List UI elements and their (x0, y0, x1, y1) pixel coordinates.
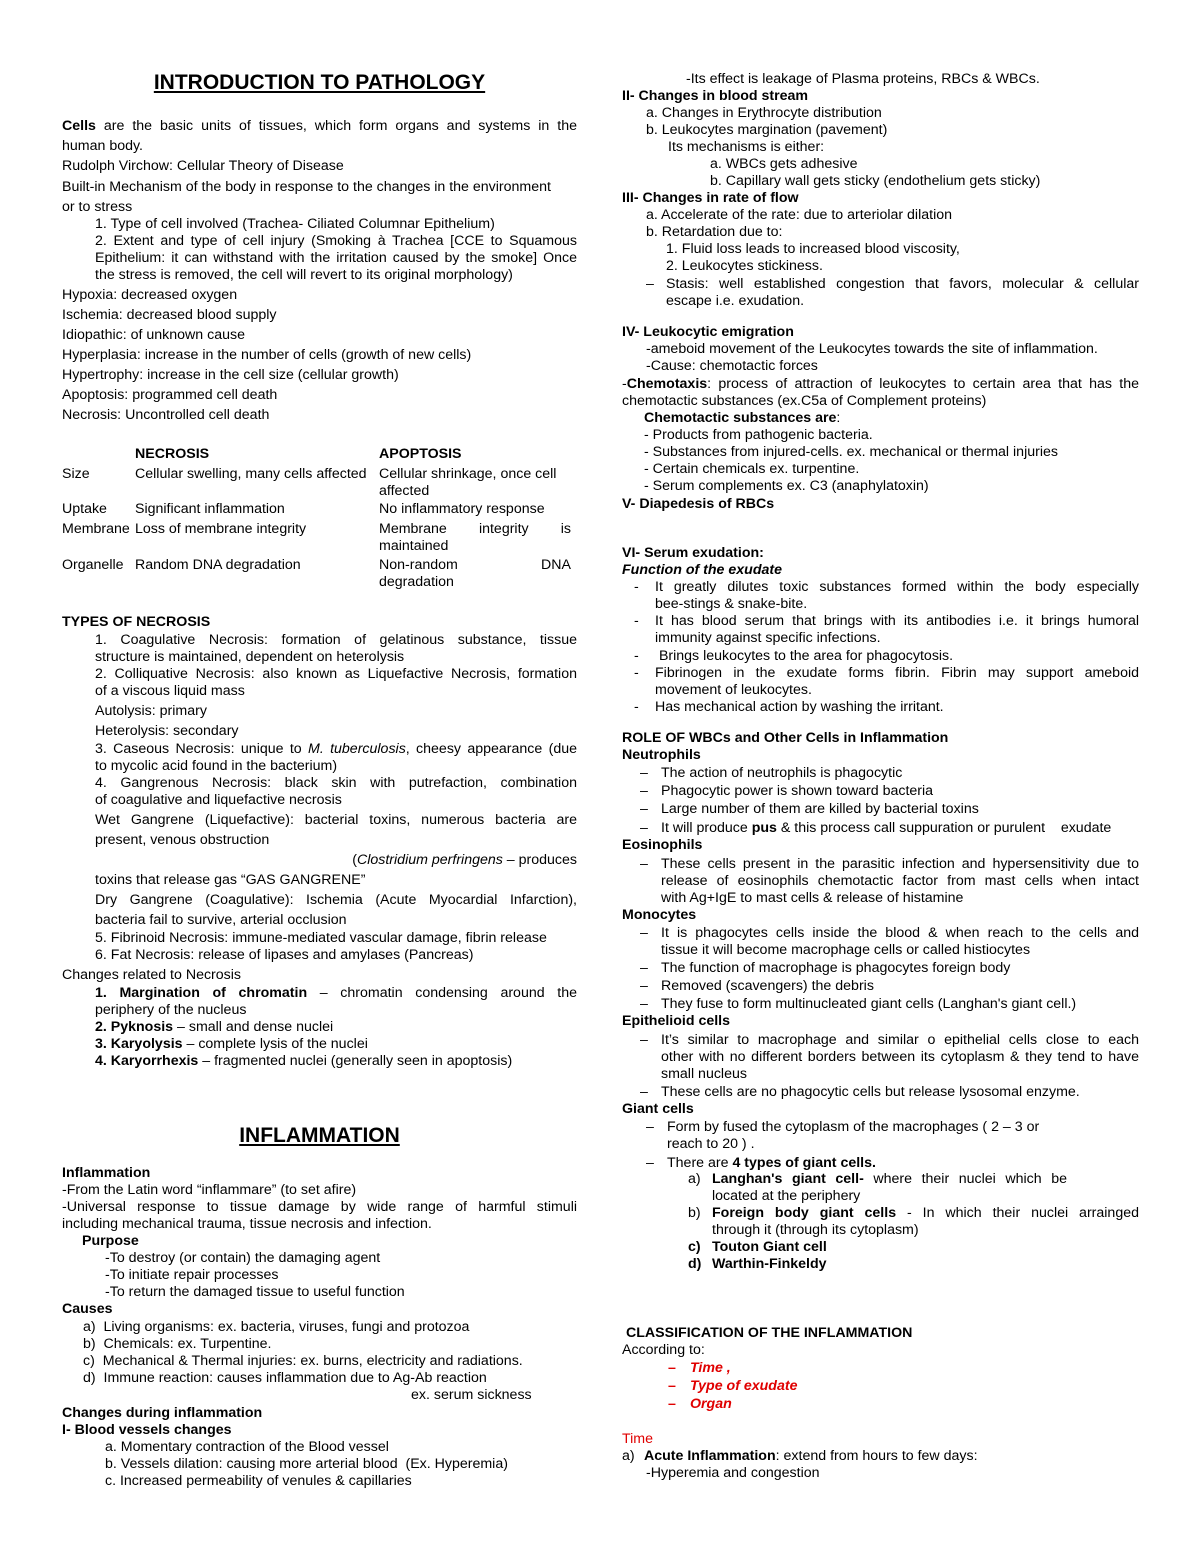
chemotactic-4: - Serum complements ex. C3 (anaphylatoxin) (644, 478, 929, 494)
classification-heading: CLASSIFICATION OF THE INFLAMMATION (626, 1325, 913, 1341)
neutrophil-2: Phagocytic power is shown toward bacteria (661, 783, 934, 799)
monocyte-1-cont: tissue it will become macrophage cells or called histiocytes (661, 942, 1031, 958)
changes-heading: Changes related to Necrosis (62, 967, 242, 983)
rate-b: b. Retardation due to: (646, 224, 783, 240)
table-cell-apoptosis-cont: affected (379, 483, 430, 499)
giant-type-c-marker: c) (688, 1239, 701, 1255)
dash-icon: - (634, 699, 639, 715)
change-1-cont: periphery of the nucleus (95, 1002, 247, 1018)
dash-icon: - (634, 665, 639, 681)
necrosis-type-3: 3. Caseous Necrosis: unique to M. tuberculosis, cheesy appearance (due (95, 741, 577, 757)
rate-b-2: 2. Leukocytes stickiness. (666, 258, 823, 274)
giant-type-b-marker: b) (688, 1205, 701, 1221)
chemotaxis-line: -Chemotaxis: process of attraction of leukocytes to certain area that has the (622, 376, 1139, 392)
heterolysis-line: Heterolysis: secondary (95, 723, 239, 739)
classification-organ: Organ (690, 1396, 732, 1412)
necrosis-type-1-cont: structure is maintained, dependent on heterolysis (95, 649, 405, 665)
causes-heading: Causes (62, 1301, 113, 1317)
dash-icon: – (640, 1084, 648, 1100)
giant-cells-heading: Giant cells (622, 1101, 694, 1117)
necrosis-type-3-cont: to mycolic acid found in the bacterium) (95, 758, 338, 774)
intro-item-1: 1. Type of cell involved (Trachea- Ciliated Columnar Epithelium) (95, 216, 495, 232)
exudate-function-5: Has mechanical action by washing the irritant. (655, 699, 944, 715)
autolysis-line: Autolysis: primary (95, 703, 207, 719)
intro-item-2-cont: Epithelium: it can withstand with the irritation caused by the smoke] Once (95, 250, 577, 266)
dash-icon: – (640, 960, 648, 976)
table-cell-apoptosis: Cellular shrinkage, once cell (379, 466, 557, 482)
latin-line: -From the Latin word “inflammare” (to set afire) (62, 1182, 357, 1198)
cells-line: Cells are the basic units of tissues, which form organs and systems in the (62, 118, 577, 134)
necrosis-type-4-cont: of coagulative and liquefactive necrosis (95, 792, 342, 808)
exudate-function-1: It greatly dilutes toxic substances formed within the body especially (655, 579, 1139, 595)
chemotactic-heading: Chemotactic substances are: (644, 410, 841, 426)
neutrophils-heading: Neutrophils (622, 747, 701, 763)
chemotactic-2: - Substances from injured-cells. ex. mechanical or thermal injuries (644, 444, 1058, 460)
exudate-function-heading: Function of the exudate (622, 562, 783, 578)
giant-type-b-cont: through it (through its cytoplasm) (712, 1222, 919, 1238)
neutrophil-1: The action of neutrophils is phagocytic (661, 765, 903, 781)
term-hypoxia: Hypoxia: decreased oxygen (62, 287, 238, 303)
necrosis-type-6: 6. Fat Necrosis: release of lipases and amylases (Pancreas) (95, 947, 474, 963)
table-row-label: Uptake (62, 501, 107, 517)
term-ischemia: Ischemia: decreased blood supply (62, 307, 277, 323)
acute-marker: a) (622, 1448, 635, 1464)
dash-icon: – (668, 1378, 676, 1394)
eosinophil-1-cont: release of eosinophils chemotactic factor from mast cells when intact (661, 873, 1139, 889)
inflammation-title: INFLAMMATION (239, 1124, 400, 1147)
table-row-label: Membrane (62, 521, 130, 537)
giant-type-a-cont: located at the periphery (712, 1188, 861, 1204)
exudate-function-4: Fibrinogen in the exudate forms fibrin. Fibrin may support ameboid (655, 665, 1139, 681)
epithelioid-2: These cells are no phagocytic cells but release lysosomal enzyme. (661, 1084, 1080, 1100)
giant-1-cont: reach to 20 ) . (667, 1136, 755, 1152)
stasis-line-2: escape i.e. exudation. (666, 293, 805, 309)
giant-type-b: Foreign body giant cells - In which their nuclei arrainged (712, 1205, 1139, 1221)
rate-a: a. Accelerate of the rate: due to arteriolar dilation (646, 207, 953, 223)
mechanism-b: b. Capillary wall gets sticky (endothelium gets sticky) (710, 173, 1041, 189)
term-idiopathic: Idiopathic: of unknown cause (62, 327, 245, 343)
vessel-change-a: a. Momentary contraction of the Blood vessel (105, 1439, 389, 1455)
types-heading: TYPES OF NECROSIS (62, 614, 211, 630)
rate-heading: III- Changes in rate of flow (622, 190, 799, 206)
dash-icon: – (640, 783, 648, 799)
chemotactic-1: - Products from pathogenic bacteria. (644, 427, 873, 443)
table-cell-necrosis: Cellular swelling, many cells affected (135, 466, 367, 482)
blood-stream-a: a. Changes in Erythrocyte distribution (646, 105, 882, 121)
chemotaxis-line-2: chemotactic substances (ex.C5a of Complement proteins) (622, 393, 987, 409)
table-cell-apoptosis: No inflammatory response (379, 501, 545, 517)
dash-icon: – (640, 765, 648, 781)
dash-icon: – (640, 820, 648, 836)
serum-heading: VI- Serum exudation: (622, 545, 764, 561)
chemotactic-3: - Certain chemicals ex. turpentine. (644, 461, 860, 477)
table-cell-necrosis: Loss of membrane integrity (135, 521, 307, 537)
dash-icon: – (646, 1119, 654, 1135)
table-cell-apoptosis: Membrane integrity is (379, 521, 571, 537)
leak-line: -Its effect is leakage of Plasma proteins, RBCs & WBCs. (686, 71, 1040, 87)
clostridium-line-2: toxins that release gas “GAS GANGRENE” (95, 872, 366, 888)
purpose-3: -To return the damaged tissue to useful function (105, 1284, 405, 1300)
necrosis-type-4: 4. Gangrenous Necrosis: black skin with putrefaction, combination (95, 775, 577, 791)
neutrophil-3: Large number of them are killed by bacterial toxins (661, 801, 979, 817)
epithelioid-1: It’s similar to macrophage and similar o epithelial cells close to each (661, 1032, 1139, 1048)
mechanism-a: a. WBCs gets adhesive (710, 156, 858, 172)
dash-icon: – (640, 801, 648, 817)
diapedesis-heading: V- Diapedesis of RBCs (622, 496, 775, 512)
monocyte-4: They fuse to form multinucleated giant cells (Langhan's giant cell.) (661, 996, 1077, 1012)
monocytes-heading: Monocytes (622, 907, 697, 923)
table-cell-necrosis: Significant inflammation (135, 501, 285, 517)
vessel-change-c: c. Increased permeability of venules & capillaries (105, 1473, 412, 1489)
necrosis-type-5: 5. Fibrinoid Necrosis: immune-mediated vascular damage, fibrin release (95, 930, 547, 946)
cause-c: c) Mechanical & Thermal injuries: ex. burns, electricity and radiations. (83, 1353, 523, 1369)
dash-icon: - (634, 648, 639, 664)
giant-type-a: Langhan's giant cell- where their nuclei which be (712, 1171, 1067, 1187)
term-apoptosis: Apoptosis: programmed cell death (62, 387, 278, 403)
dash-icon: - (634, 613, 639, 629)
epithelioid-heading: Epithelioid cells (622, 1013, 731, 1029)
monocyte-1: It is phagocytes cells inside the blood & when reach to the cells and (661, 925, 1139, 941)
virchow-line: Rudolph Virchow: Cellular Theory of Disease (62, 158, 344, 174)
monocyte-3: Removed (scavengers) the debris (661, 978, 874, 994)
cause-a: a) Living organisms: ex. bacteria, viruses, fungi and protozoa (83, 1319, 470, 1335)
table-row-label: Organelle (62, 557, 124, 573)
eosinophil-1-cont-2: with Ag+IgE to mast cells & release of histamine (661, 890, 964, 906)
rate-b-1: 1. Fluid loss leads to increased blood viscosity, (666, 241, 960, 257)
giant-type-d: Warthin-Finkeldy (712, 1256, 827, 1272)
purpose-heading: Purpose (82, 1233, 139, 1249)
changes-during-heading: Changes during inflammation (62, 1405, 263, 1421)
necrosis-type-2: 2. Colliquative Necrosis: also known as Liquefactive Necrosis, formation (95, 666, 577, 682)
giant-type-c: Touton Giant cell (712, 1239, 827, 1255)
wet-gangrene-line: Wet Gangrene (Liquefactive): bacterial toxins, numerous bacteria are (95, 812, 577, 828)
table-cell-apoptosis: Non-random DNA (379, 557, 571, 573)
intro-title: INTRODUCTION TO PATHOLOGY (153, 71, 486, 94)
giant-type-d-marker: d) (688, 1256, 702, 1272)
acute-line: Acute Inflammation: extend from hours to few days: (644, 1448, 978, 1464)
purpose-1: -To destroy (or contain) the damaging agent (105, 1250, 381, 1266)
exudate-function-2-cont: immunity against specific infections. (655, 630, 881, 646)
blood-stream-b: b. Leukocytes margination (pavement) (646, 122, 888, 138)
epithelioid-1-cont-2: small nucleus (661, 1066, 747, 1082)
table-cell-apoptosis-cont: maintained (379, 538, 449, 554)
cause-d-example: ex. serum sickness (411, 1387, 532, 1403)
vessel-change-b: b. Vessels dilation: causing more arterial blood (Ex. Hyperemia) (105, 1456, 508, 1472)
dash-icon: - (634, 579, 639, 595)
dash-icon: – (640, 996, 648, 1012)
inflammation-heading: Inflammation (62, 1165, 151, 1181)
vessels-heading: I- Blood vessels changes (62, 1422, 232, 1438)
change-3: 3. Karyolysis – complete lysis of the nuclei (95, 1036, 368, 1052)
stasis-line: Stasis: well established congestion that favors, molecular & cellular (666, 276, 1139, 292)
epithelioid-1-cont: other with no different borders between its cytoplasm & they tend to have (661, 1049, 1139, 1065)
dash-icon: – (668, 1360, 676, 1376)
dash-icon: – (640, 1032, 648, 1048)
giant-2: There are 4 types of giant cells. (667, 1155, 876, 1171)
emigration-heading: IV- Leukocytic emigration (622, 324, 794, 340)
builtin-line: Built-in Mechanism of the body in response to the changes in the environment (62, 179, 551, 195)
table-head-apoptosis: APOPTOSIS (379, 446, 462, 462)
giant-type-a-marker: a) (688, 1171, 701, 1187)
dash-icon: – (640, 978, 648, 994)
neutrophil-4: It will produce pus & this process call suppuration or purulent exudate (661, 820, 1112, 836)
universal-line-2: including mechanical trauma, tissue necrosis and infection. (62, 1216, 432, 1232)
emigration-2: -Cause: chemotactic forces (646, 358, 818, 374)
purpose-2: -To initiate repair processes (105, 1267, 279, 1283)
mechanism-line: Its mechanisms is either: (668, 139, 825, 155)
classification-exudate: Type of exudate (690, 1378, 798, 1394)
wet-gangrene-line-2: present, venous obstruction (95, 832, 270, 848)
table-row-label: Size (62, 466, 90, 482)
dash-icon: – (668, 1396, 676, 1412)
necrosis-type-2-cont: of a viscous liquid mass (95, 683, 245, 699)
cause-d: d) Immune reaction: causes inflammation due to Ag-Ab reaction (83, 1370, 487, 1386)
dash-icon: – (646, 276, 654, 292)
cells-line-2: human body. (62, 138, 143, 154)
table-cell-apoptosis-cont: degradation (379, 574, 454, 590)
monocyte-2: The function of macrophage is phagocytes foreign body (661, 960, 1011, 976)
change-2: 2. Pyknosis – small and dense nuclei (95, 1019, 334, 1035)
cause-b: b) Chemicals: ex. Turpentine. (83, 1336, 272, 1352)
giant-1: Form by fused the cytoplasm of the macrophages ( 2 – 3 or (667, 1119, 1040, 1135)
exudate-function-3: Brings leukocytes to the area for phagocytosis. (655, 648, 954, 664)
clostridium-line: (Clostridium perfringens – produces (352, 852, 577, 868)
exudate-function-4-cont: movement of leukocytes. (655, 682, 812, 698)
term-hypertrophy: Hypertrophy: increase in the cell size (cellular growth) (62, 367, 399, 383)
dry-gangrene-line: Dry Gangrene (Coagulative): Ischemia (Acute Myocardial Infarction), (95, 892, 577, 908)
builtin-line-2: or to stress (62, 199, 133, 215)
dash-icon: – (640, 925, 648, 941)
table-head-necrosis: NECROSIS (135, 446, 210, 462)
term-hyperplasia: Hyperplasia: increase in the number of cells (growth of new cells) (62, 347, 472, 363)
universal-line: -Universal response to tissue damage by wide range of harmful stimuli (62, 1199, 577, 1215)
eosinophil-1: These cells present in the parasitic infection and hypersensitivity due to (661, 856, 1139, 872)
table-cell-necrosis: Random DNA degradation (135, 557, 301, 573)
dash-icon: – (646, 1155, 654, 1171)
change-1: 1. Margination of chromatin – chromatin condensing around the (95, 985, 577, 1001)
dry-gangrene-line-2: bacteria fail to survive, arterial occlusion (95, 912, 347, 928)
exudate-function-1-cont: bee-stings & snake-bite. (655, 596, 808, 612)
according-line: According to: (622, 1342, 705, 1358)
term-necrosis: Necrosis: Uncontrolled cell death (62, 407, 270, 423)
exudate-function-2: It has blood serum that brings with its antibodies i.e. it brings humoral (655, 613, 1139, 629)
eosinophils-heading: Eosinophils (622, 837, 703, 853)
necrosis-type-1: 1. Coagulative Necrosis: formation of gelatinous substance, tissue (95, 632, 577, 648)
intro-item-2: 2. Extent and type of cell injury (Smoking à Trachea [CCE to Squamous (95, 233, 577, 249)
emigration-1: -ameboid movement of the Leukocytes towards the site of inflammation. (646, 341, 1098, 357)
dash-icon: – (640, 856, 648, 872)
change-4: 4. Karyorrhexis – fragmented nuclei (generally seen in apoptosis) (95, 1053, 513, 1069)
hyperemia-line: -Hyperemia and congestion (646, 1465, 820, 1481)
blood-stream-heading: II- Changes in blood stream (622, 88, 809, 104)
intro-item-2-cont-2: the stress is removed, the cell will revert to its original morphology) (95, 267, 513, 283)
classification-time: Time , (690, 1360, 731, 1376)
time-heading: Time (622, 1431, 654, 1447)
role-heading: ROLE OF WBCs and Other Cells in Inflammation (622, 730, 949, 746)
